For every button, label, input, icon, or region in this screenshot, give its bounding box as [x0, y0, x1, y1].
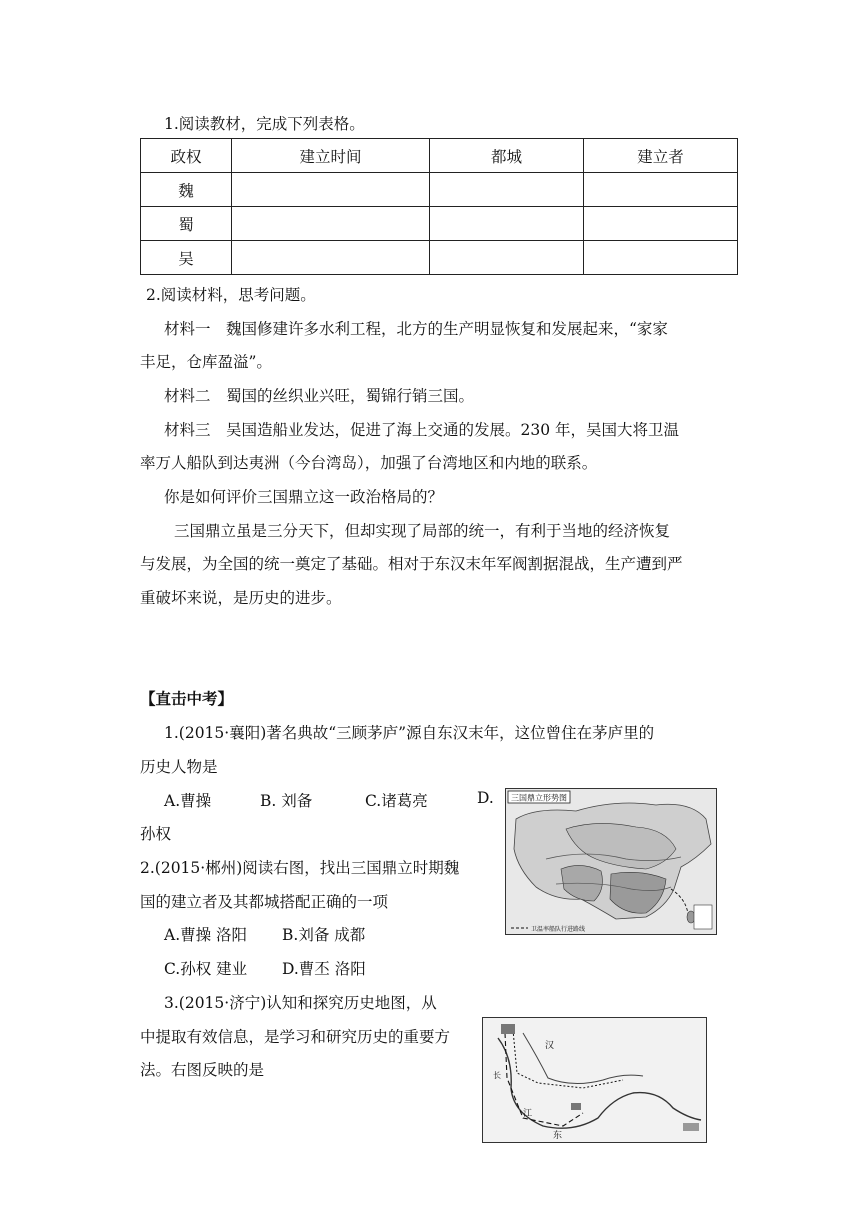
blank-cell[interactable]	[584, 173, 738, 207]
blank-cell[interactable]	[232, 173, 430, 207]
option-a[interactable]: A.曹操	[164, 792, 212, 810]
material-3-line1: 材料三 吴国造船业发达，促进了海上交通的发展。230 年，吴国大将卫温	[164, 421, 680, 439]
row-label: 魏	[141, 173, 232, 207]
blank-cell[interactable]	[232, 207, 430, 241]
header-cell: 建立者	[584, 139, 738, 173]
q1-prompt: 1.阅读教材，完成下列表格。	[164, 115, 365, 133]
exam-q2-option-b[interactable]: B.刘备 成都	[282, 926, 366, 944]
exam-q3-line3: 法。右图反映的是	[140, 1061, 265, 1079]
map2-label: 汉	[545, 1041, 555, 1051]
q2-prompt: 2.阅读材料，思考问题。	[146, 286, 316, 304]
map2-label: 长	[493, 1071, 501, 1080]
exam-q2-line2: 国的建立者及其都城搭配正确的一项	[140, 893, 389, 911]
blank-cell[interactable]	[584, 207, 738, 241]
three-kingdoms-map	[505, 788, 717, 935]
table-header-row	[141, 139, 738, 173]
table-row	[141, 207, 738, 241]
exam-q2-option-d[interactable]: D.曹丕 洛阳	[282, 960, 366, 978]
header-cell: 都城	[430, 139, 584, 173]
map1-legend: 卫温率船队行进路线	[531, 926, 586, 933]
option-c[interactable]: C.诸葛亮	[365, 792, 428, 810]
row-label: 吴	[141, 241, 232, 275]
exam-q3-line1: 3.(2015·济宁)认知和探究历史地图，从	[164, 994, 437, 1012]
table-row	[141, 241, 738, 275]
map2-label: 东	[553, 1131, 563, 1141]
blank-cell[interactable]	[430, 241, 584, 275]
route-map	[482, 1017, 707, 1143]
blank-cell[interactable]	[584, 241, 738, 275]
header-cell: 建立时间	[232, 139, 430, 173]
option-b[interactable]: B. 刘备	[260, 792, 313, 810]
option-d-continued: 孙权	[140, 825, 172, 843]
material-1-line1: 材料一 魏国修建许多水利工程，北方的生产明显恢复和发展起来，“家家	[164, 320, 668, 338]
material-3-line2: 率万人船队到达夷洲（今台湾岛），加强了台湾地区和内地的联系。	[140, 454, 598, 472]
q2-question: 你是如何评价三国鼎立这一政治格局的？	[164, 488, 444, 506]
blank-cell[interactable]	[430, 207, 584, 241]
answer-line3: 重破坏来说，是历史的进步。	[140, 589, 342, 607]
route-map-drawing	[483, 1018, 706, 1142]
exam-q2-line1: 2.(2015·郴州)阅读右图，找出三国鼎立时期魏	[140, 859, 460, 877]
three-kingdoms-map-drawing	[506, 789, 716, 934]
section-title: 【直击中考】	[140, 689, 234, 708]
blank-cell[interactable]	[232, 241, 430, 275]
answer-line2: 与发展，为全国的统一奠定了基础。相对于东汉末年军阀割据混战，生产遭到严	[140, 555, 683, 573]
exam-q1-line1: 1.(2015·襄阳)著名典故“三顾茅庐”源自东汉末年，这位曾住在茅庐里的	[164, 724, 655, 742]
exam-q2-option-c[interactable]: C.孙权 建业	[164, 960, 248, 978]
header-cell: 政权	[141, 139, 232, 173]
answer-line1: 三国鼎立虽是三分天下，但却实现了局部的统一，有利于当地的经济恢复	[174, 522, 671, 540]
map1-title: 三国鼎立形势图	[511, 793, 567, 803]
row-label: 蜀	[141, 207, 232, 241]
exam-q1-line2: 历史人物是	[140, 758, 218, 776]
table-row	[141, 173, 738, 207]
regime-table	[140, 138, 738, 275]
exam-q2-option-a[interactable]: A.曹操 洛阳	[164, 926, 248, 944]
blank-cell[interactable]	[430, 173, 584, 207]
material-1-line2: 丰足，仓库盈溢”。	[140, 353, 272, 371]
exam-q3-line2: 中提取有效信息，是学习和研究历史的重要方	[140, 1028, 451, 1046]
map2-label: 江	[523, 1109, 533, 1119]
option-d[interactable]: D.	[477, 789, 494, 807]
material-2: 材料二 蜀国的丝织业兴旺，蜀锦行销三国。	[164, 387, 475, 405]
